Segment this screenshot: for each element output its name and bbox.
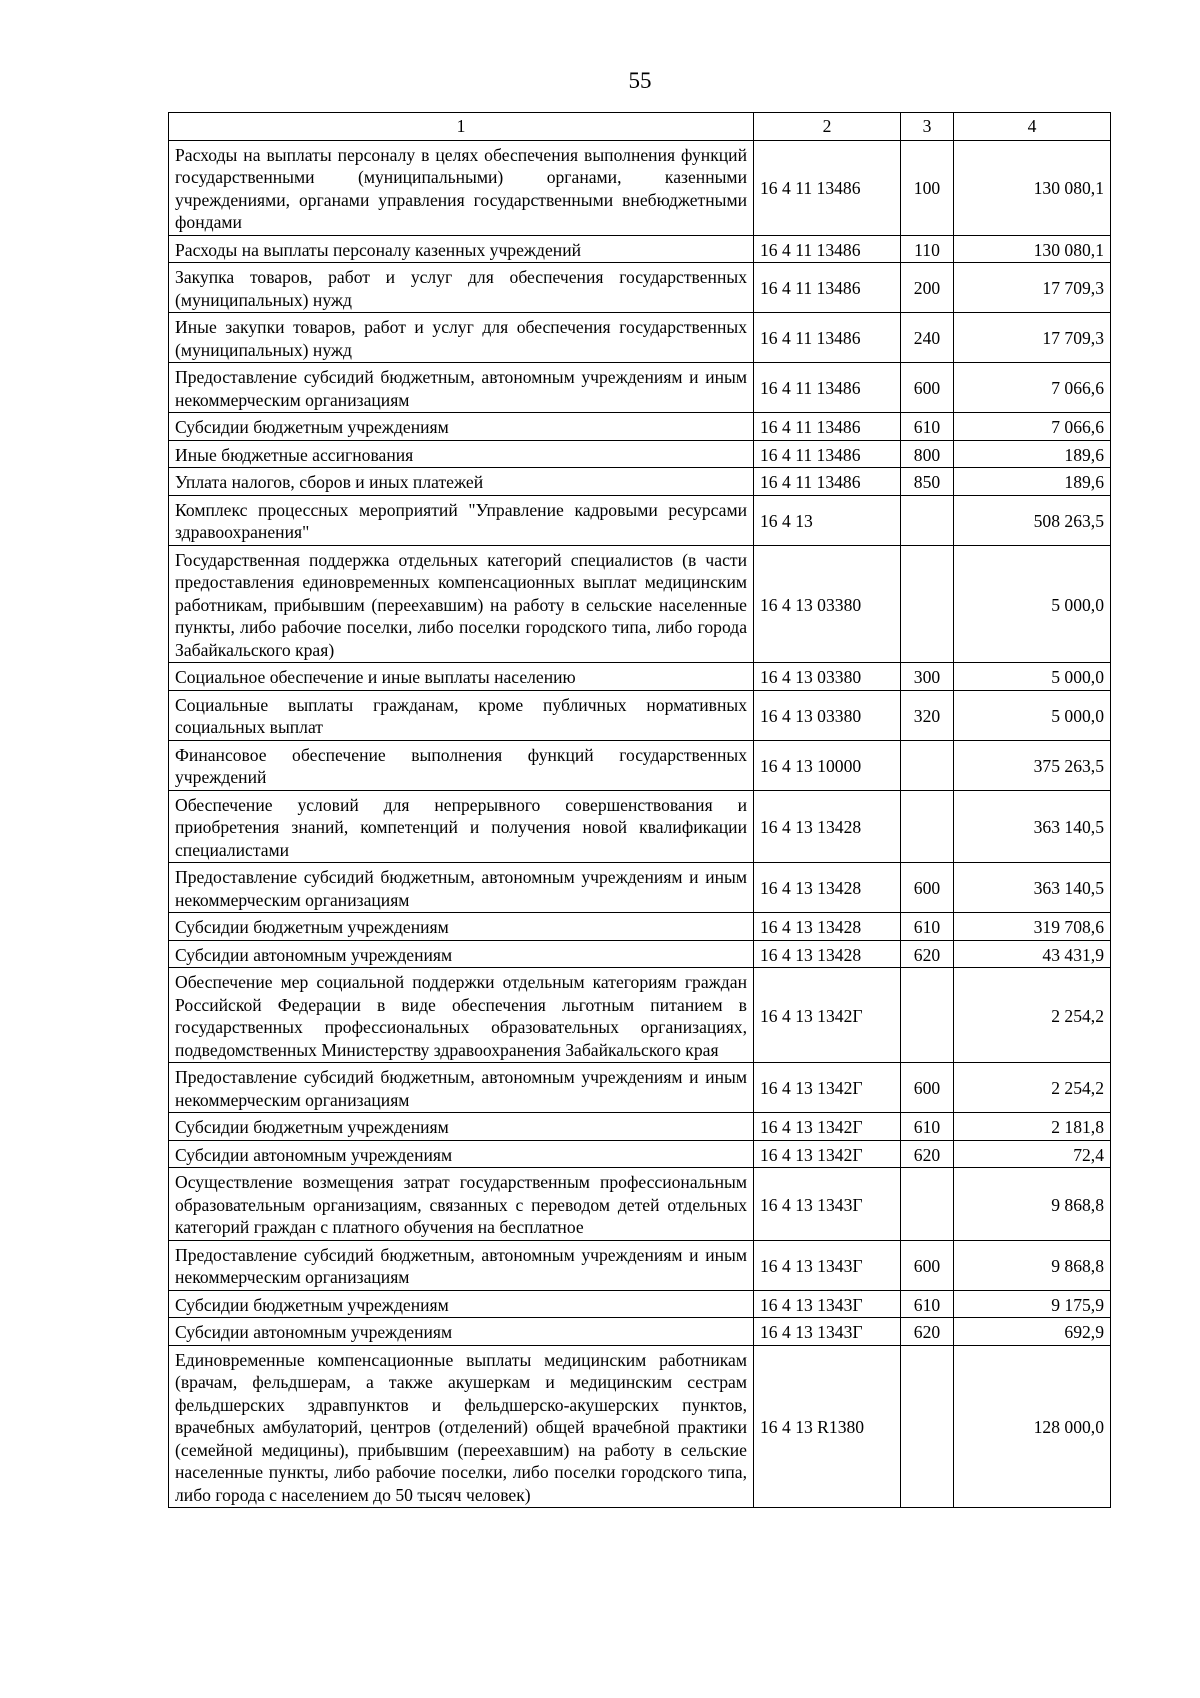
row-code: 16 4 13 13428: [754, 790, 901, 863]
row-amount: 72,4: [954, 1140, 1111, 1168]
row-name: Субсидии автономным учреждениям: [169, 1140, 754, 1168]
row-amount: 9 175,9: [954, 1290, 1111, 1318]
row-code: 16 4 13 R1380: [754, 1345, 901, 1508]
table-row: [169, 1318, 1111, 1346]
row-code: 16 4 11 13486: [754, 440, 901, 468]
table-row: [169, 663, 1111, 691]
row-amount: 9 868,8: [954, 1168, 1111, 1241]
row-expense-type: 620: [901, 940, 954, 968]
row-expense-type: 600: [901, 363, 954, 413]
table-row: [169, 1168, 1111, 1241]
table-row: [169, 1113, 1111, 1141]
row-expense-type: [901, 545, 954, 663]
table-row: [169, 913, 1111, 941]
row-amount: 363 140,5: [954, 863, 1111, 913]
row-name: Субсидии автономным учреждениям: [169, 940, 754, 968]
row-name: Предоставление субсидий бюджетным, автономным учреждениям и иным некоммерческим организациям: [169, 363, 754, 413]
row-name: Предоставление субсидий бюджетным, автономным учреждениям и иным некоммерческим организациям: [169, 1063, 754, 1113]
row-expense-type: [901, 740, 954, 790]
row-expense-type: 100: [901, 140, 954, 235]
row-name: Обеспечение условий для непрерывного совершенствования и приобретения знаний, компетенций и получения новой квалификации специалистами: [169, 790, 754, 863]
row-amount: 43 431,9: [954, 940, 1111, 968]
row-name: Уплата налогов, сборов и иных платежей: [169, 468, 754, 496]
header-row: [169, 113, 1111, 141]
table-row: [169, 235, 1111, 263]
row-name: Единовременные компенсационные выплаты медицинским работникам (врачам, фельдшерам, а также акушеркам и медицинским сестрам фельдшерских здравпунктов и фельдшерско-акушерских пунктов, врачебных амбулаторий, центров (отделений) общей врачебной практики (семейной медицины), прибывшим (переехавшим) на работу в сельские населенные пункты, либо рабочие поселки, либо поселки городского типа, либо города с населением до 50 тысяч человек): [169, 1345, 754, 1508]
row-code: 16 4 13: [754, 495, 901, 545]
row-name: Финансовое обеспечение выполнения функций государственных учреждений: [169, 740, 754, 790]
row-name: Предоставление субсидий бюджетным, автономным учреждениям и иным некоммерческим организациям: [169, 1240, 754, 1290]
row-amount: 508 263,5: [954, 495, 1111, 545]
row-expense-type: 620: [901, 1140, 954, 1168]
row-code: 16 4 13 13428: [754, 913, 901, 941]
row-code: 16 4 11 13486: [754, 235, 901, 263]
row-code: 16 4 13 1342Г: [754, 1113, 901, 1141]
page-number: 55: [628, 68, 652, 93]
row-expense-type: 200: [901, 263, 954, 313]
row-amount: 128 000,0: [954, 1345, 1111, 1508]
row-code: 16 4 13 13428: [754, 940, 901, 968]
row-expense-type: 240: [901, 313, 954, 363]
header-col-1: 1: [169, 113, 754, 141]
row-code: 16 4 11 13486: [754, 140, 901, 235]
row-expense-type: [901, 790, 954, 863]
row-name: Закупка товаров, работ и услуг для обеспечения государственных (муниципальных) нужд: [169, 263, 754, 313]
row-expense-type: 800: [901, 440, 954, 468]
row-amount: 7 066,6: [954, 413, 1111, 441]
row-amount: 189,6: [954, 468, 1111, 496]
row-code: 16 4 13 03380: [754, 690, 901, 740]
row-code: 16 4 13 1342Г: [754, 968, 901, 1063]
row-expense-type: [901, 1345, 954, 1508]
row-amount: 17 709,3: [954, 313, 1111, 363]
row-code: 16 4 13 1343Г: [754, 1240, 901, 1290]
row-amount: 189,6: [954, 440, 1111, 468]
row-name: Государственная поддержка отдельных категорий специалистов (в части предоставления единовременных компенсационных выплат медицинским работникам, прибывшим (переехавшим) на работу в сельские населенные пункты, либо рабочие поселки, либо поселки городского типа, либо города Забайкальского края): [169, 545, 754, 663]
row-code: 16 4 11 13486: [754, 413, 901, 441]
table-row: [169, 1290, 1111, 1318]
table-row: [169, 863, 1111, 913]
row-expense-type: [901, 1168, 954, 1241]
table-row: [169, 1240, 1111, 1290]
row-amount: 5 000,0: [954, 545, 1111, 663]
row-code: 16 4 11 13486: [754, 363, 901, 413]
table-row: [169, 363, 1111, 413]
table-row: [169, 1345, 1111, 1508]
row-amount: 692,9: [954, 1318, 1111, 1346]
row-expense-type: 610: [901, 1290, 954, 1318]
row-amount: 363 140,5: [954, 790, 1111, 863]
table-row: [169, 940, 1111, 968]
row-name: Субсидии бюджетным учреждениям: [169, 413, 754, 441]
row-name: Расходы на выплаты персоналу казенных учреждений: [169, 235, 754, 263]
row-code: 16 4 13 13428: [754, 863, 901, 913]
header-col-4: 4: [954, 113, 1111, 141]
table-row: [169, 1140, 1111, 1168]
row-amount: 9 868,8: [954, 1240, 1111, 1290]
row-name: Субсидии бюджетным учреждениям: [169, 1290, 754, 1318]
row-expense-type: 600: [901, 863, 954, 913]
table-row: [169, 313, 1111, 363]
row-name: Предоставление субсидий бюджетным, автономным учреждениям и иным некоммерческим организациям: [169, 863, 754, 913]
row-code: 16 4 11 13486: [754, 313, 901, 363]
table-row: [169, 140, 1111, 235]
row-code: 16 4 11 13486: [754, 263, 901, 313]
row-expense-type: 600: [901, 1063, 954, 1113]
row-expense-type: 610: [901, 413, 954, 441]
row-amount: 7 066,6: [954, 363, 1111, 413]
table-row: [169, 690, 1111, 740]
row-name: Социальные выплаты гражданам, кроме публичных нормативных социальных выплат: [169, 690, 754, 740]
row-amount: 319 708,6: [954, 913, 1111, 941]
row-name: Субсидии автономным учреждениям: [169, 1318, 754, 1346]
row-code: 16 4 13 1342Г: [754, 1140, 901, 1168]
row-expense-type: 110: [901, 235, 954, 263]
row-expense-type: 320: [901, 690, 954, 740]
row-code: 16 4 13 1343Г: [754, 1318, 901, 1346]
row-amount: 130 080,1: [954, 235, 1111, 263]
row-code: 16 4 13 1343Г: [754, 1290, 901, 1318]
budget-table: [168, 112, 1111, 1508]
row-name: Субсидии бюджетным учреждениям: [169, 913, 754, 941]
row-amount: 5 000,0: [954, 663, 1111, 691]
table-row: [169, 495, 1111, 545]
table-row: [169, 1063, 1111, 1113]
row-name: Расходы на выплаты персоналу в целях обеспечения выполнения функций государственными (муниципальными) органами, казенными учреждениями, органами управления государственными внебюджетными фондами: [169, 140, 754, 235]
table-row: [169, 790, 1111, 863]
row-expense-type: 610: [901, 913, 954, 941]
row-name: Обеспечение мер социальной поддержки отдельным категориям граждан Российской Федерации в виде обеспечения льготным питанием в государственных профессиональных образовательных организациях, подведомственных Министерству здравоохранения Забайкальского края: [169, 968, 754, 1063]
row-expense-type: 600: [901, 1240, 954, 1290]
table-row: [169, 545, 1111, 663]
row-code: 16 4 13 03380: [754, 545, 901, 663]
table-row: [169, 468, 1111, 496]
row-expense-type: 620: [901, 1318, 954, 1346]
row-code: 16 4 13 1342Г: [754, 1063, 901, 1113]
table-row: [169, 263, 1111, 313]
row-expense-type: 610: [901, 1113, 954, 1141]
table-row: [169, 740, 1111, 790]
row-code: 16 4 11 13486: [754, 468, 901, 496]
row-code: 16 4 13 1343Г: [754, 1168, 901, 1241]
row-amount: 2 181,8: [954, 1113, 1111, 1141]
table-row: [169, 440, 1111, 468]
row-amount: 130 080,1: [954, 140, 1111, 235]
table-row: [169, 968, 1111, 1063]
row-amount: 2 254,2: [954, 1063, 1111, 1113]
row-code: 16 4 13 03380: [754, 663, 901, 691]
header-col-3: 3: [901, 113, 954, 141]
row-amount: 5 000,0: [954, 690, 1111, 740]
row-name: Осуществление возмещения затрат государственным профессиональным образовательным организациям, связанных с переводом детей отдельных категорий граждан с платного обучения на бесплатное: [169, 1168, 754, 1241]
row-expense-type: [901, 968, 954, 1063]
row-amount: 375 263,5: [954, 740, 1111, 790]
row-expense-type: 300: [901, 663, 954, 691]
row-amount: 2 254,2: [954, 968, 1111, 1063]
row-expense-type: 850: [901, 468, 954, 496]
row-name: Субсидии бюджетным учреждениям: [169, 1113, 754, 1141]
table-row: [169, 413, 1111, 441]
row-name: Иные бюджетные ассигнования: [169, 440, 754, 468]
row-amount: 17 709,3: [954, 263, 1111, 313]
row-name: Социальное обеспечение и иные выплаты населению: [169, 663, 754, 691]
row-expense-type: [901, 495, 954, 545]
row-name: Комплекс процессных мероприятий "Управление кадровыми ресурсами здравоохранения": [169, 495, 754, 545]
header-col-2: 2: [754, 113, 901, 141]
row-name: Иные закупки товаров, работ и услуг для обеспечения государственных (муниципальных) нужд: [169, 313, 754, 363]
row-code: 16 4 13 10000: [754, 740, 901, 790]
